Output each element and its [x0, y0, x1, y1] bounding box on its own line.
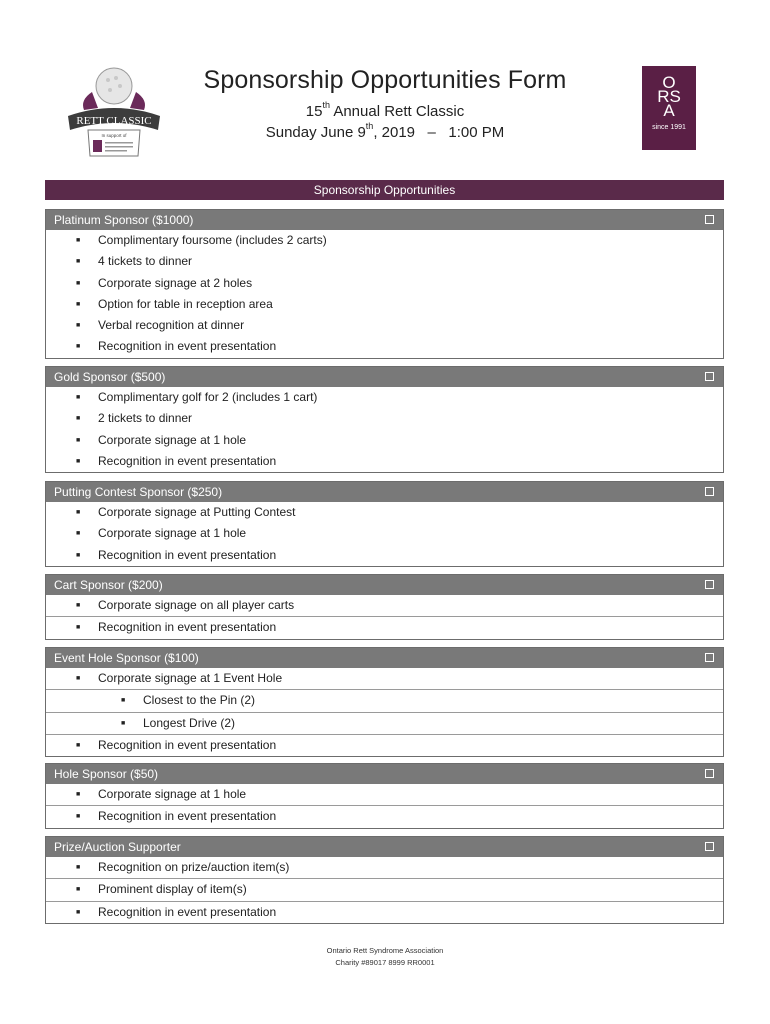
putting-contest-checkbox[interactable] — [705, 487, 714, 496]
section-event-hole-sponsor — [45, 647, 724, 757]
section-title: Hole Sponsor ($50) — [54, 767, 159, 781]
rett-classic-logo — [62, 64, 166, 160]
bullet-icon: ■ — [76, 886, 81, 894]
list-item: ■ Corporate signage at 1 hole — [46, 784, 723, 805]
list-item: ■ Corporate signage at 2 holes — [46, 273, 723, 294]
section-cart-sponsor — [45, 574, 724, 640]
bullet-icon: ■ — [76, 551, 81, 559]
event-hole-checkbox[interactable] — [705, 653, 714, 662]
event-number: 15 — [305, 103, 323, 120]
bullet-icon: ■ — [76, 237, 81, 244]
section-title: Gold Sponsor ($500) — [54, 370, 166, 384]
orsa-logo — [642, 66, 696, 150]
bullet-icon: ■ — [76, 300, 81, 308]
hole-checkbox[interactable] — [705, 769, 714, 778]
gold-checkbox[interactable] — [705, 372, 714, 381]
list-item: ■ Recognition in event presentation — [46, 336, 723, 357]
section-platinum-sponsor — [45, 209, 724, 359]
section-title: Putting Contest Sponsor ($250) — [54, 485, 223, 499]
sub-list-item: ■ Longest Drive (2) — [46, 712, 723, 734]
event-date-rest: , 2019 — [373, 124, 416, 141]
section-prize-auction-supporter — [45, 836, 724, 924]
cart-checkbox[interactable] — [705, 580, 714, 589]
badge-text: RETT CLASSIC — [76, 115, 152, 127]
bullet-icon: ■ — [76, 258, 81, 266]
event-date-day: Sunday June 9 — [265, 124, 366, 141]
list-item: ■ Corporate signage at 1 Event Hole — [46, 668, 723, 689]
bullet-icon: ■ — [76, 394, 81, 401]
page-title: Sponsorship Opportunities Form — [203, 66, 567, 94]
list-item: ■ 2 tickets to dinner — [46, 408, 723, 429]
list-item: ■ Prominent display of item(s) — [46, 878, 723, 900]
list-item: ■ Recognition in event presentation — [46, 734, 723, 756]
list-item: ■ Recognition in event presentation — [46, 545, 723, 566]
list-item: ■ Recognition in event presentation — [46, 805, 723, 827]
bullet-icon: ■ — [76, 322, 81, 330]
list-item: ■ Recognition on prize/auction item(s) — [46, 857, 723, 878]
section-title: Cart Sponsor ($200) — [54, 578, 163, 592]
section-header — [46, 575, 723, 595]
orsa-logo-since: since 1991 — [652, 124, 686, 131]
sub-list-item: ■ Closest to the Pin (2) — [46, 689, 723, 711]
list-item: ■ Corporate signage on all player carts — [46, 595, 723, 616]
bullet-icon: ■ — [76, 908, 81, 916]
bullet-icon: ■ — [76, 343, 81, 351]
section-banner: Sponsorship Opportunities — [45, 180, 724, 200]
list-item: ■ Corporate signage at 1 hole — [46, 523, 723, 544]
event-name: Annual Rett Classic — [329, 103, 465, 120]
orsa-logo-line1: O — [662, 73, 676, 92]
section-header — [46, 210, 723, 230]
bullet-icon: ■ — [76, 813, 81, 821]
section-title: Prize/Auction Supporter — [54, 840, 181, 854]
section-title: Platinum Sponsor ($1000) — [54, 213, 194, 227]
prize-auction-checkbox[interactable] — [705, 842, 714, 851]
footer-charity: Charity #89017 8999 RR0001 — [335, 958, 435, 967]
date-dash: – — [427, 124, 436, 141]
event-date-suffix: th — [365, 121, 374, 131]
bullet-icon: ■ — [76, 741, 81, 749]
event-time: 1:00 PM — [448, 124, 505, 141]
orsa-logo-line2: RS — [657, 87, 681, 106]
bullet-icon: ■ — [76, 509, 81, 516]
bullet-icon: ■ — [76, 675, 81, 682]
section-header — [46, 764, 723, 784]
event-date-line — [170, 121, 600, 141]
list-item: ■ Complimentary golf for 2 (includes 1 cart) — [46, 387, 723, 408]
bullet-icon: ■ — [76, 864, 81, 871]
section-header — [46, 648, 723, 668]
list-item: ■ Option for table in reception area — [46, 294, 723, 315]
list-item: ■ Recognition in event presentation — [46, 901, 723, 923]
section-header — [46, 837, 723, 857]
badge-sub: In support of — [101, 133, 127, 138]
platinum-checkbox[interactable] — [705, 215, 714, 224]
section-gold-sponsor — [45, 366, 724, 473]
bullet-icon: ■ — [76, 602, 81, 609]
list-item: ■ Corporate signage at 1 hole — [46, 430, 723, 451]
bullet-icon: ■ — [76, 791, 81, 798]
orsa-logo-line3: A — [663, 101, 675, 120]
bullet-icon: ■ — [121, 697, 126, 705]
bullet-icon: ■ — [76, 624, 81, 632]
list-item: ■ Recognition in event presentation — [46, 616, 723, 638]
list-item: ■ 4 tickets to dinner — [46, 251, 723, 272]
bullet-icon: ■ — [76, 436, 81, 444]
title-block — [170, 66, 600, 141]
section-title: Event Hole Sponsor ($100) — [54, 651, 199, 665]
list-item: ■ Corporate signage at Putting Contest — [46, 502, 723, 523]
list-item: ■ Verbal recognition at dinner — [46, 315, 723, 336]
bullet-icon: ■ — [76, 279, 81, 287]
footer — [0, 945, 770, 969]
event-number-suffix: th — [322, 100, 330, 110]
section-hole-sponsor — [45, 763, 724, 829]
bullet-icon: ■ — [76, 457, 81, 465]
event-name-line — [170, 100, 600, 120]
bullet-icon: ■ — [121, 719, 126, 727]
section-header — [46, 367, 723, 387]
footer-org: Ontario Rett Syndrome Association — [326, 946, 444, 955]
list-item: ■ Recognition in event presentation — [46, 451, 723, 472]
section-putting-contest-sponsor — [45, 481, 724, 567]
section-header — [46, 482, 723, 502]
bullet-icon: ■ — [76, 415, 81, 423]
list-item: ■ Complimentary foursome (includes 2 carts) — [46, 230, 723, 251]
bullet-icon: ■ — [76, 530, 81, 538]
